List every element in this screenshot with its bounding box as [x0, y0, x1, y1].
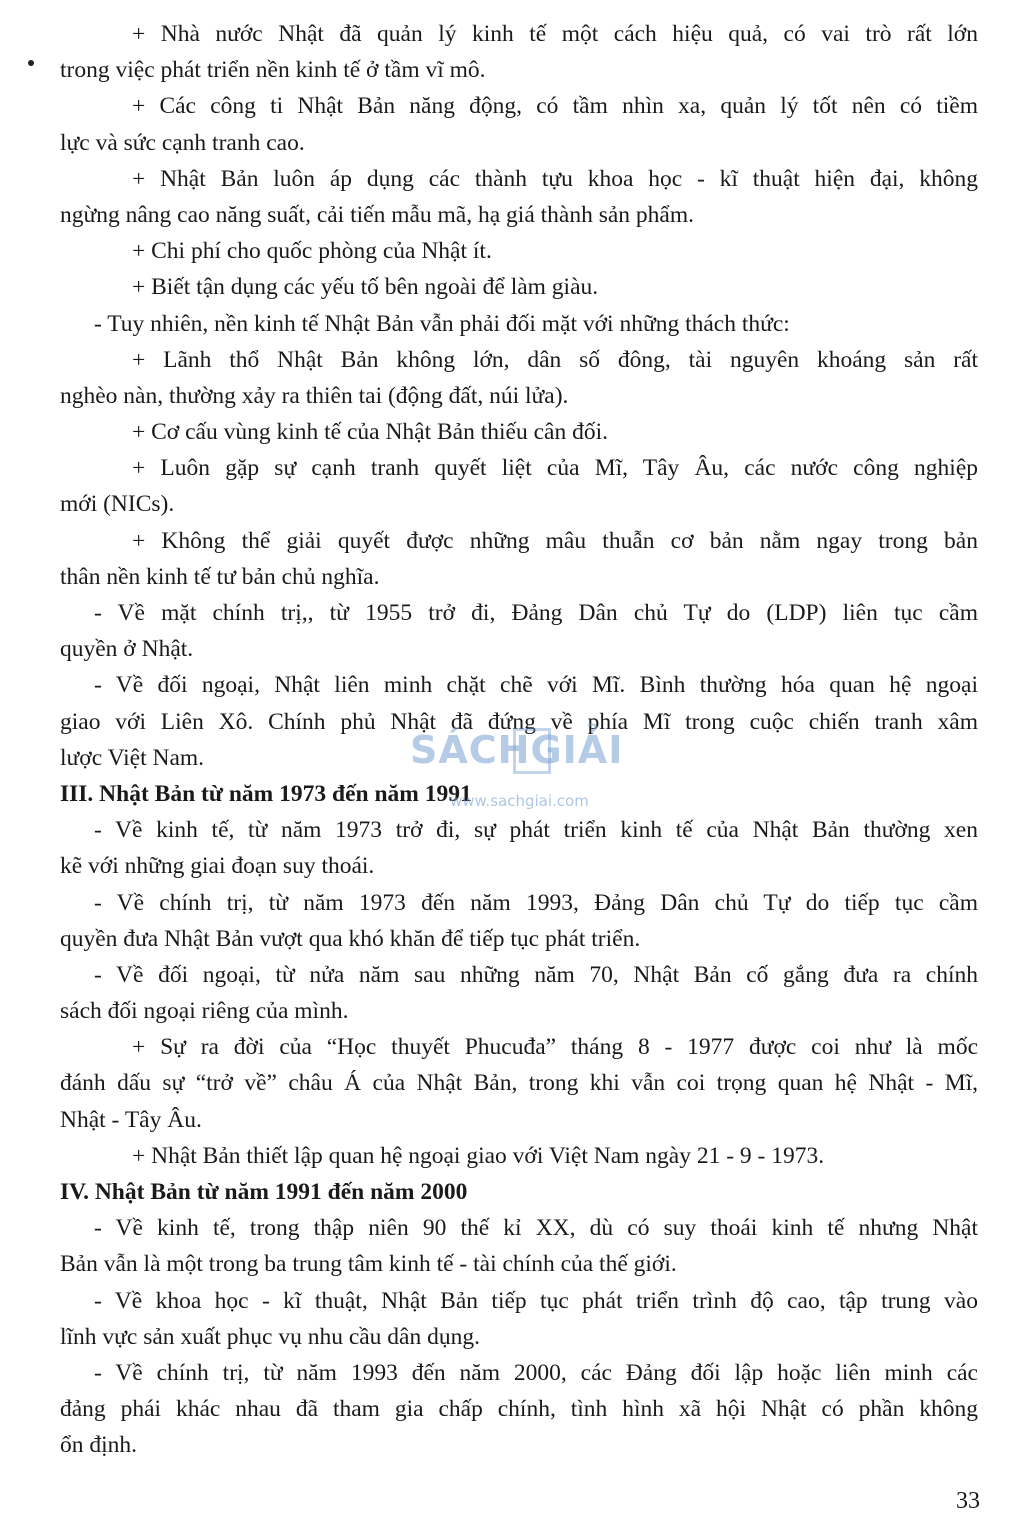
text-line: lực và sức cạnh tranh cao. — [60, 129, 305, 156]
text-line: trong việc phát triển nền kinh tế ở tầm vĩ mô. — [60, 57, 486, 84]
text-line: - Về kinh tế, từ năm 1973 trở đi, sự phát triển kinh tế của Nhật Bản thường xen — [94, 817, 978, 844]
text-line: + Chi phí cho quốc phòng của Nhật ít. — [132, 238, 492, 265]
text-line: - Về khoa học - kĩ thuật, Nhật Bản tiếp tục phát triển trình độ cao, tập trung vào — [94, 1287, 978, 1314]
margin-dot — [28, 60, 34, 66]
section-heading-iv: IV. Nhật Bản từ năm 1991 đến năm 2000 — [60, 1179, 468, 1205]
text-line: - Về chính trị, từ năm 1973 đến năm 1993, Đảng Dân chủ Tự do tiếp tục cầm — [94, 889, 978, 916]
watermark-brand: SÁCHGIẢI — [410, 728, 624, 772]
text-line: + Cơ cấu vùng kinh tế của Nhật Bản thiếu cân đối. — [132, 419, 608, 446]
section-heading-iii: III. Nhật Bản từ năm 1973 đến năm 1991 — [60, 780, 472, 807]
text-line: mới (NICs). — [60, 491, 175, 518]
watermark-url: www.sachgiai.com — [450, 792, 589, 810]
text-line: kẽ với những giai đoạn suy thoái. — [60, 853, 375, 880]
text-line: nghèo nàn, thường xảy ra thiên tai (động đất, núi lửa). — [60, 382, 569, 409]
text-line: - Về mặt chính trị,, từ 1955 trở đi, Đảng Dân chủ Tự do (LDP) liên tục cầm — [94, 600, 978, 626]
text-line: + Luôn gặp sự cạnh tranh quyết liệt của Mĩ, Tây Âu, các nước công nghiệp — [132, 455, 978, 482]
text-line: sách đối ngoại riêng của mình. — [60, 998, 349, 1025]
text-line: + Lãnh thổ Nhật Bản không lớn, dân số đông, tài nguyên khoáng sản rất — [132, 346, 978, 373]
text-line: + Không thể giải quyết được những mâu thuẫn cơ bản nằm ngay trong bản — [132, 527, 978, 554]
text-line: ngừng nâng cao năng suất, cải tiến mẫu mã, hạ giá thành sản phẩm. — [60, 201, 694, 228]
text-line: - Về đối ngoại, từ nửa năm sau những năm 70, Nhật Bản cố gắng đưa ra chính — [94, 961, 978, 988]
text-line: ổn định. — [60, 1432, 138, 1459]
text-line: Nhật - Tây Âu. — [60, 1106, 202, 1133]
text-line: đảng phái khác nhau đã tham gia chấp chính, tình hình xã hội Nhật có phần không — [60, 1396, 978, 1423]
text-line: - Về kinh tế, trong thập niên 90 thế kỉ XX, dù có suy thoái kinh tế nhưng Nhật — [94, 1215, 978, 1242]
page-body — [60, 16, 978, 1464]
text-line: quyền ở Nhật. — [60, 636, 194, 663]
text-line: thân nền kinh tế tư bản chủ nghĩa. — [60, 563, 380, 590]
text-line: + Các công ti Nhật Bản năng động, có tầm nhìn xa, quản lý tốt nên có tiềm — [132, 93, 978, 120]
text-line: + Biết tận dụng các yếu tố bên ngoài để làm giàu. — [132, 274, 599, 301]
text-line: quyền đưa Nhật Bản vượt qua khó khăn để tiếp tục phát triển. — [60, 925, 641, 952]
text-line: + Nhật Bản luôn áp dụng các thành tựu khoa học - kĩ thuật hiện đại, không — [132, 165, 978, 192]
text-line: Bản vẫn là một trong ba trung tâm kinh tế - tài chính của thế giới. — [60, 1251, 677, 1278]
text-line: + Nhật Bản thiết lập quan hệ ngoại giao với Việt Nam ngày 21 - 9 - 1973. — [132, 1142, 825, 1169]
text-line: lược Việt Nam. — [60, 744, 205, 771]
text-line: giao với Liên Xô. Chính phủ Nhật đã đứng về phía Mĩ trong cuộc chiến tranh xâm — [60, 708, 978, 735]
text-line: + Nhà nước Nhật đã quản lý kinh tế một cách hiệu quả, có vai trò rất lớn — [132, 21, 978, 47]
text-line: - Về chính trị, từ năm 1993 đến năm 2000, các Đảng đối lập hoặc liên minh các — [94, 1359, 978, 1386]
text-line: đánh dấu sự “trở về” châu Á của Nhật Bản, trong khi vẫn coi trọng quan hệ Nhật - Mĩ, — [60, 1070, 978, 1097]
page-number: 33 — [956, 1488, 980, 1514]
text-line: + Sự ra đời của “Học thuyết Phucuđa” tháng 8 - 1977 được coi như là mốc — [132, 1034, 978, 1061]
text-line: lĩnh vực sản xuất phục vụ nhu cầu dân dụng. — [60, 1323, 480, 1350]
text-line: - Tuy nhiên, nền kinh tế Nhật Bản vẫn phải đối mặt với những thách thức: — [94, 310, 790, 337]
text-line: - Về đối ngoại, Nhật liên minh chặt chẽ với Mĩ. Bình thường hóa quan hệ ngoại — [94, 672, 978, 699]
